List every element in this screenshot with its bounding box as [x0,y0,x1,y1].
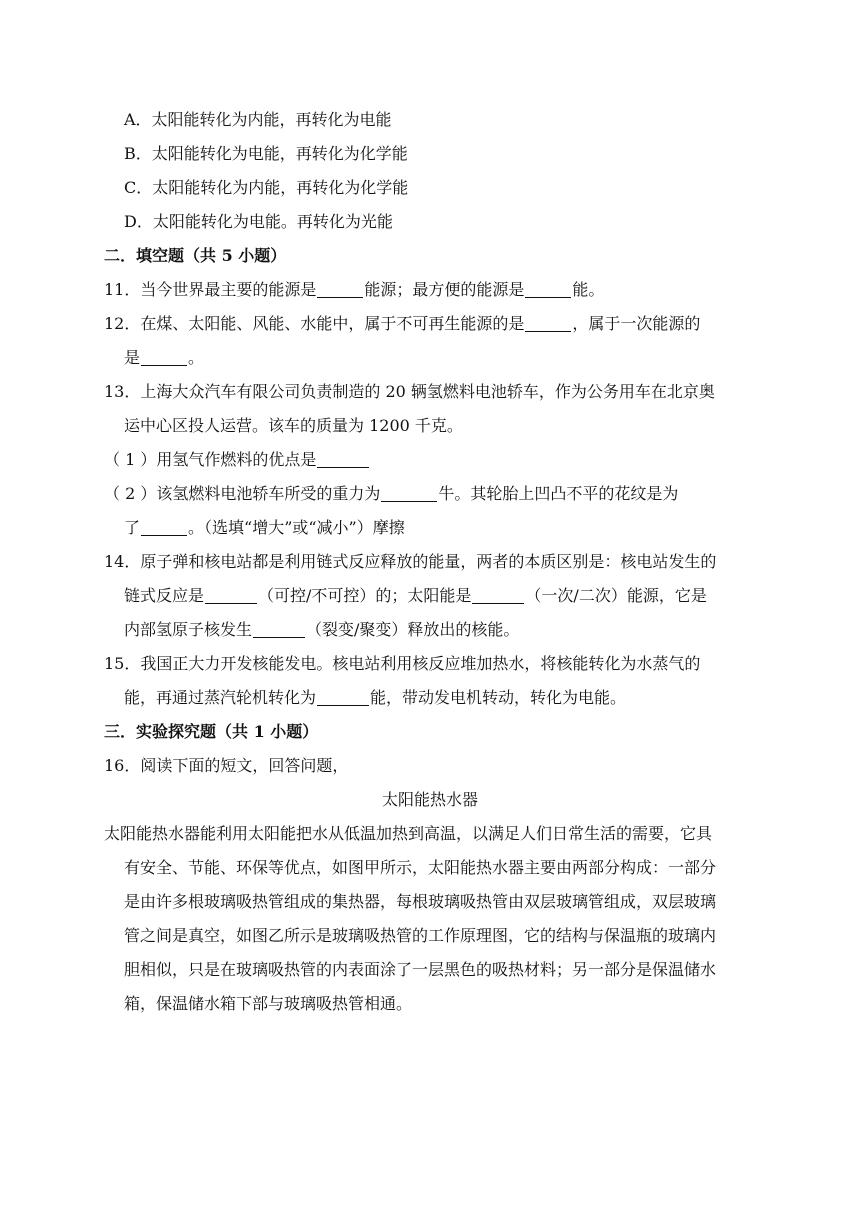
q13-p1-text: （ 1 ）用氢气作燃料的优点是 [104,450,317,469]
question-13-line-1: 13．上海大众汽车有限公司负责制造的 20 辆氢燃料电池轿车，作为公务用车在北京奥 [104,382,715,401]
q14-text-b: （可控/不可控）的；太阳能是 [258,586,472,605]
question-15-line-1: 15．我国正大力开发核能发电。核电站利用核反应堆加热水，将核能转化为水蒸气的 [104,654,701,673]
answer-blank[interactable] [141,349,187,366]
article-line: 有安全、节能、环保等优点，如图甲所示，太阳能热水器主要由两部分构成：一部分 [124,858,717,877]
q13-p2-text-a: （ 2 ）该氢燃料电池轿车所受的重力为 [104,484,381,503]
answer-blank[interactable] [317,281,363,298]
article-title: 太阳能热水器 [381,790,478,809]
question-16-intro: 16．阅读下面的短文，回答问题， [104,756,349,775]
q15-text-b: 能，带动发电机转动，转化为电能。 [370,688,627,707]
question-15-line-2 [124,687,626,709]
q14-text-e: （裂变/聚变）释放出的核能。 [306,620,520,639]
question-13-line-2: 运中心区投人运营。该车的质量为 1200 千克。 [124,416,463,435]
q12-text-c: 是 [124,348,141,367]
q13-p2-text-d: 。（选填“增大”或“减小”）摩擦 [188,518,405,537]
question-12-cont [124,347,204,369]
article-line: 胆相似，只是在玻璃吸热管的内表面涂了一层黑色的吸热材料；另一部分是保温储水 [124,960,717,979]
q11-text-b: 能源；最方便的能源是 [364,280,525,299]
option-c: C．太阳能转化为内能，再转化为化学能 [124,178,409,197]
q12-text-a: 12．在煤、太阳能、风能、水能中，属于不可再生能源的是 [104,314,525,333]
answer-blank[interactable] [525,315,571,332]
q11-text-a: 11．当今世界最主要的能源是 [104,280,317,299]
article-line: 是由许多根玻璃吸热管组成的集热器，每根玻璃吸热管由双层玻璃管组成，双层玻璃 [124,892,717,911]
q13-p2-text-b: 牛。其轮胎上凹凸不平的花纹是为 [438,484,679,503]
question-11 [104,279,604,301]
q11-text-c: 能。 [572,280,605,299]
question-14-line-3 [124,619,519,641]
article-line: 管之间是真空，如图乙所示是玻璃吸热管的工作原理图，它的结构与保温瓶的玻璃内 [124,926,717,945]
article-line: 太阳能热水器能利用太阳能把水从低温加热到高温，以满足人们日常生活的需要，它具 [104,824,713,843]
option-b: B．太阳能转化为电能，再转化为化学能 [124,144,408,163]
q12-text-d: 。 [188,348,205,367]
question-13-part-2-cont [124,517,405,539]
q14-text-a: 链式反应是 [124,586,205,605]
section-3-title: 三．实验探究题（共 1 小题） [104,722,319,741]
answer-blank[interactable] [381,485,437,502]
article-line: 箱，保温储水箱下部与玻璃吸热管相通。 [124,994,413,1013]
answer-blank[interactable] [525,281,571,298]
q12-text-b: ，属于一次能源的 [572,314,701,333]
question-13-part-1 [104,449,370,471]
q14-text-d: 内部氢原子核发生 [124,620,253,639]
answer-blank[interactable] [317,451,369,468]
question-14-line-2 [124,585,707,607]
q14-text-c: （一次/二次）能源，它是 [525,586,707,605]
section-2-title: 二．填空题（共 5 小题） [104,246,287,265]
question-12 [104,313,700,335]
answer-blank[interactable] [472,587,524,604]
option-a: A．太阳能转化为内能，再转化为电能 [124,110,392,129]
q15-text-a: 能，再通过蒸汽轮机转化为 [124,688,317,707]
answer-blank[interactable] [253,621,305,638]
q13-p2-text-c: 了 [124,518,141,537]
option-d: D．太阳能转化为电能。再转化为光能 [124,212,393,231]
answer-blank[interactable] [141,519,187,536]
answer-blank[interactable] [317,689,369,706]
question-14-line-1: 14．原子弹和核电站都是利用链式反应释放的能量，两者的本质区别是：核电站发生的 [104,552,717,571]
question-13-part-2 [104,483,678,505]
answer-blank[interactable] [205,587,257,604]
